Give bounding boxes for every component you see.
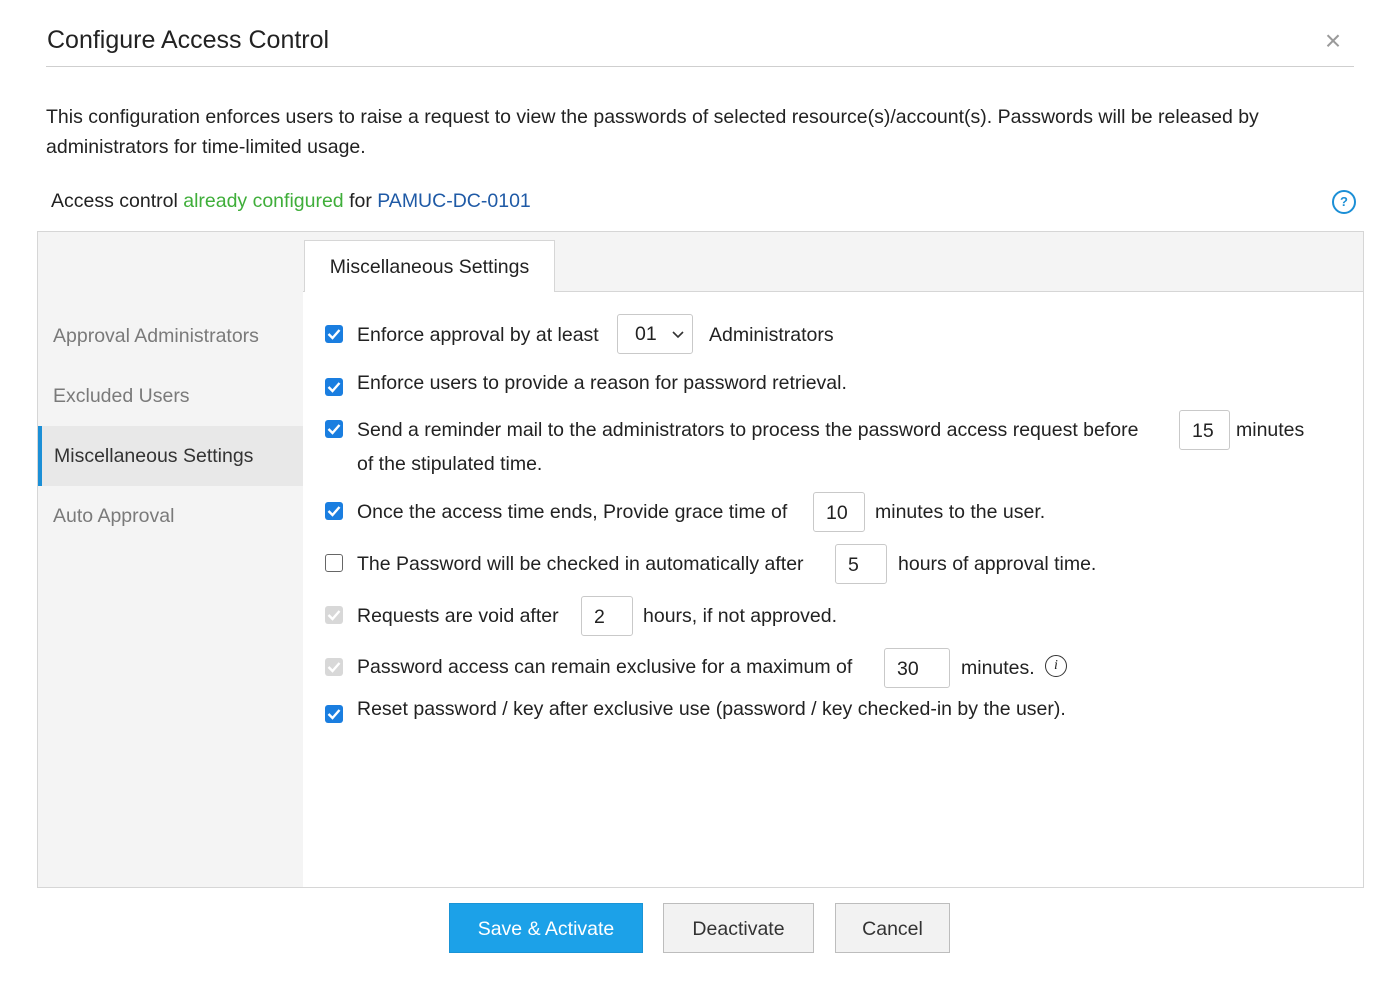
grace-time-checkbox[interactable] xyxy=(325,502,343,520)
status-middle: for xyxy=(343,190,378,212)
reminder-mail-label: Send a reminder mail to the administrators to process the password access request before xyxy=(357,419,1139,441)
exclusive-access-suffix: minutes. xyxy=(961,657,1035,679)
deactivate-button[interactable]: Deactivate xyxy=(663,903,814,953)
sidebar-item-miscellaneous-settings[interactable]: Miscellaneous Settings xyxy=(38,426,303,486)
status-line xyxy=(51,186,531,216)
sidebar-item-approval-administrators[interactable]: Approval Administrators xyxy=(53,325,259,347)
status-configured: already configured xyxy=(183,190,344,212)
auto-checkin-checkbox[interactable] xyxy=(325,554,343,572)
grace-time-input[interactable]: 10 xyxy=(813,492,865,532)
reminder-minutes-label: minutes xyxy=(1236,419,1305,441)
auto-checkin-label: The Password will be checked in automatically after xyxy=(357,553,804,575)
description-text: This configuration enforces users to raise a request to view the passwords of selected resource(s)/account(s). Passwords will be released by administrators for time-limited usage. xyxy=(46,106,1259,158)
cancel-button[interactable]: Cancel xyxy=(835,903,950,953)
chevron-down-icon xyxy=(671,327,685,341)
dialog-title: Configure Access Control xyxy=(47,26,330,54)
reset-password-checkbox[interactable] xyxy=(325,705,343,723)
auto-checkin-input[interactable]: 5 xyxy=(835,544,887,584)
settings-panel xyxy=(37,231,1364,888)
tab-miscellaneous-settings[interactable]: Miscellaneous Settings xyxy=(304,240,555,293)
close-icon[interactable]: × xyxy=(1324,25,1342,56)
sidebar xyxy=(38,232,303,887)
help-icon[interactable]: ? xyxy=(1332,190,1356,214)
save-activate-button[interactable]: Save & Activate xyxy=(449,903,643,953)
requests-void-input[interactable]: 2 xyxy=(581,596,633,636)
sidebar-item-auto-approval[interactable]: Auto Approval xyxy=(53,505,175,527)
enforce-reason-label: Enforce users to provide a reason for password retrieval. xyxy=(357,372,847,394)
info-icon[interactable]: i xyxy=(1045,655,1067,677)
settings-content xyxy=(303,292,1363,887)
requests-void-checkbox xyxy=(325,606,343,624)
grace-time-suffix: minutes to the user. xyxy=(875,501,1046,523)
exclusive-access-input[interactable]: 30 xyxy=(884,648,950,688)
enforce-reason-checkbox[interactable] xyxy=(325,378,343,396)
grace-time-label: Once the access time ends, Provide grace time of xyxy=(357,501,788,523)
enforce-approval-label: Enforce approval by at least xyxy=(357,324,599,346)
reminder-mail-checkbox[interactable] xyxy=(325,420,343,438)
title-divider xyxy=(46,66,1354,67)
exclusive-access-label: Password access can remain exclusive for a maximum of xyxy=(357,656,853,678)
status-prefix: Access control xyxy=(51,190,184,212)
auto-checkin-suffix: hours of approval time. xyxy=(898,553,1097,575)
stipulated-time-label: of the stipulated time. xyxy=(357,453,543,475)
enforce-approval-checkbox[interactable] xyxy=(325,325,343,343)
approval-count-select[interactable] xyxy=(617,314,693,354)
sidebar-item-excluded-users[interactable]: Excluded Users xyxy=(53,385,190,407)
approval-count-value: 01 xyxy=(635,323,657,345)
tab-bar xyxy=(303,232,1363,292)
administrators-label: Administrators xyxy=(709,324,834,346)
requests-void-suffix: hours, if not approved. xyxy=(643,605,838,627)
reset-password-label: Reset password / key after exclusive use (password / key checked-in by the user). xyxy=(357,698,1066,720)
reminder-minutes-input[interactable]: 15 xyxy=(1179,410,1230,450)
exclusive-access-checkbox xyxy=(325,658,343,676)
requests-void-label: Requests are void after xyxy=(357,605,559,627)
resource-name: PAMUC-DC-0101 xyxy=(377,190,531,212)
